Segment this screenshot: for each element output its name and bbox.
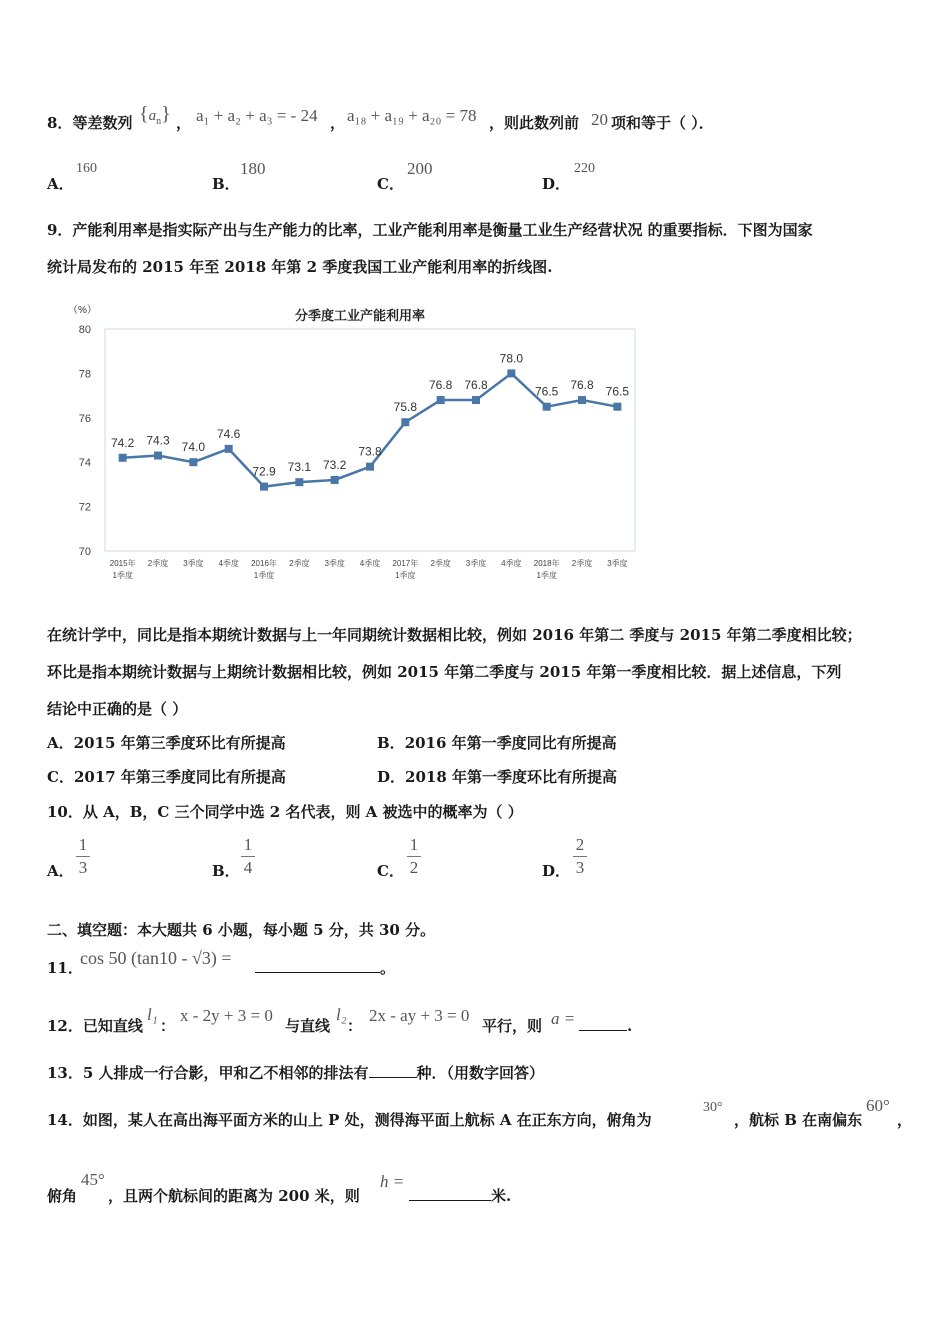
q12-colon-1: ： <box>160 1017 176 1035</box>
q8-seq-n: n <box>156 116 162 127</box>
q10-option-c-fraction: 1 2 <box>406 835 422 878</box>
chart-data-label: 75.8 <box>393 400 418 415</box>
chart-x-tick-label: 4季度 <box>501 559 522 568</box>
q14-text-5: ，且两个航标间的距离为 200 米，则 <box>108 1187 360 1205</box>
chart-data-point <box>578 396 586 404</box>
chart-y-tick-label: 72 <box>78 501 91 514</box>
chart-y-tick-label: 76 <box>78 412 91 425</box>
q8-option-c-value: 200 <box>407 159 433 178</box>
chart-data-label: 74.6 <box>216 426 241 441</box>
q12-l1: l₁ <box>147 1005 158 1024</box>
q10-option-a-fraction: 1 3 <box>75 835 91 878</box>
q10-option-a-label: A． <box>47 862 74 880</box>
q8-number: 8． <box>47 114 73 132</box>
chart-x-tick-label: 2季度 <box>289 559 310 568</box>
q8-sequence: $\{a_n\}$ <box>139 103 171 127</box>
chart-data-point <box>119 454 127 462</box>
chart-data-label: 76.8 <box>464 378 488 393</box>
chart-data-point <box>295 478 303 486</box>
q10-option-d-fraction: 2 3 <box>572 835 588 878</box>
chart-x-tick-label-line2: 1季度 <box>253 571 275 580</box>
chart-x-tick-label-line2: 1季度 <box>536 571 557 580</box>
q9-line-chart <box>60 298 660 588</box>
chart-data-label: 74.3 <box>146 433 170 448</box>
q9-explanation-2: 环比是指本期统计数据与上期统计数据相比较，例如 2015 年第二季度与 2015 年第一季度相比较．据上述信息，下列 <box>47 663 842 681</box>
chart-data-point <box>154 452 162 460</box>
chart-x-tick-label: 2季度 <box>571 559 593 568</box>
chart-data-label: 76.5 <box>605 384 630 399</box>
chart-data-point <box>225 445 233 453</box>
q8-text: 等差数列 <box>72 114 133 132</box>
chart-data-label: 73.2 <box>322 457 347 472</box>
chart-data-point <box>189 458 197 466</box>
q10-option-b-fraction: 1 4 <box>240 835 256 878</box>
chart-data-label: 74.2 <box>110 435 135 450</box>
chart-data-label: 76.5 <box>534 384 559 399</box>
q12-text-1: 12．已知直线 <box>47 1017 143 1035</box>
chart-data-point <box>437 396 445 404</box>
q8-option-a-label: A． <box>47 175 74 193</box>
q14-angle-2: 60° <box>866 1096 890 1115</box>
q8-option-b-value: 180 <box>240 159 266 178</box>
q10-option-c-label: C． <box>377 862 404 880</box>
chart-x-tick-label: 4季度 <box>218 559 239 568</box>
chart-y-tick-label: 80 <box>78 324 91 336</box>
q9-explanation-3: 结论中正确的是（ ） <box>47 700 188 718</box>
q10-option-d-label: D． <box>542 862 571 880</box>
chart-data-point <box>331 476 339 484</box>
q14-text-1: 14．如图，某人在高出海平面方米的山上 P 处，测得海平面上航标 A 在正东方向，俯角为 <box>47 1111 652 1129</box>
chart-data-label: 76.8 <box>570 378 594 393</box>
q9-line-1: 9．产能利用率是指实际产出与生产能力的比率，工业产能利用率是衡量工业生产经营状况 的重要指标．下图为国家 <box>47 221 813 239</box>
q9-option-d: D．2018 年第一季度环比有所提高 <box>377 768 617 786</box>
q11-expression: cos 50 (tan10 - √3) = <box>80 948 232 968</box>
chart-x-tick-label: 2017年 <box>392 559 419 568</box>
chart-x-tick-label: 3季度 <box>324 559 345 568</box>
q12-answer-blank: . <box>579 1016 632 1036</box>
q8-option-d-value: 220 <box>574 161 595 176</box>
q12-equation-1: x - 2y + 3 = 0 <box>180 1006 273 1025</box>
q12-variable: a = <box>551 1009 576 1028</box>
chart-data-label: 73.8 <box>358 444 382 459</box>
chart-data-label: 78.0 <box>499 351 524 366</box>
q14-text-4: 俯角 <box>47 1187 78 1205</box>
q9-line-2: 统计局发布的 2015 年至 2018 年第 2 季度我国工业产能利用率的折线图. <box>47 258 553 276</box>
chart-data-point <box>543 403 551 411</box>
q14-text-3: ， <box>897 1111 913 1129</box>
chart-y-tick-label: 74 <box>78 457 91 470</box>
q14-angle-3: 45° <box>81 1170 105 1189</box>
chart-x-tick-label: 4季度 <box>359 559 381 568</box>
chart-x-tick-label: 2季度 <box>147 559 169 568</box>
chart-y-unit: （%） <box>68 305 97 316</box>
q12-equation-2: 2x - ay + 3 = 0 <box>369 1006 470 1025</box>
q8-text-2: ，则此数列前 <box>489 114 580 132</box>
q10-stem: 10．从 A，B，C 三个同学中选 2 名代表，则 A 被选中的概率为（ ） <box>47 803 523 821</box>
chart-y-tick-label: 78 <box>78 368 91 381</box>
q8-text-3: 项和等于（ ）． <box>611 114 714 132</box>
chart-title: 分季度工业产能利用率 <box>294 308 426 323</box>
q14-text-2: ，航标 B 在南偏东 <box>734 1111 863 1129</box>
chart-data-point <box>366 463 374 471</box>
q8-n: 20 <box>591 110 608 129</box>
chart-data-label: 73.1 <box>287 460 312 475</box>
chart-x-tick-label: 2016年 <box>251 559 277 568</box>
q11-answer-blank: 。 <box>255 958 395 978</box>
chart-data-label: 74.0 <box>181 440 206 455</box>
chart-x-tick-label: 3季度 <box>465 559 487 568</box>
q12-text-2: 与直线 <box>285 1017 331 1035</box>
chart-x-tick-label: 2018年 <box>533 559 560 568</box>
chart-data-point <box>472 396 480 404</box>
chart-y-tick-label: 70 <box>78 546 91 558</box>
q14-answer-blank: 米. <box>409 1186 511 1206</box>
q11-number: 11． <box>47 959 83 977</box>
chart-data-label: 72.9 <box>252 464 276 479</box>
q12-text-3: 平行，则 <box>482 1017 543 1035</box>
q8-comma-2: ， <box>330 114 346 132</box>
chart-data-point <box>260 483 268 491</box>
q9-option-b: B．2016 年第一季度同比有所提高 <box>377 734 617 752</box>
q8-equation-1: a₁ + a₂ + a₃ = - 24 <box>196 106 318 125</box>
chart-data-point <box>507 369 515 377</box>
chart-data-point <box>401 418 409 426</box>
q8-stem <box>47 113 132 133</box>
q14-angle-1: 30° <box>703 1100 723 1115</box>
q10-option-b-label: B． <box>212 862 240 880</box>
q9-explanation-1: 在统计学中，同比是指本期统计数据与上一年同期统计数据相比较，例如 2016 年第二 季度与 2015 年第二季度相比较； <box>47 626 862 644</box>
chart-x-tick-label: 2季度 <box>430 559 451 568</box>
section-2-title: 二、填空题：本大题共 6 小题，每小题 5 分，共 30 分。 <box>47 921 436 939</box>
q8-option-d-label: D． <box>542 175 571 193</box>
q8-option-c-label: C． <box>377 175 404 193</box>
chart-data-point <box>613 403 621 411</box>
q8-seq-a: a <box>148 108 157 124</box>
q9-option-a: A．2015 年第三季度环比有所提高 <box>47 734 286 752</box>
q14-variable: h = <box>380 1172 405 1191</box>
q9-option-c: C．2017 年第三季度同比有所提高 <box>47 768 286 786</box>
q8-comma: ， <box>176 114 192 132</box>
q8-option-b-label: B． <box>212 175 240 193</box>
chart-x-tick-label: 3季度 <box>607 559 628 568</box>
chart-data-label: 76.8 <box>428 378 453 393</box>
chart-x-tick-label: 2015年 <box>109 559 136 568</box>
q12-l2: l₂ <box>336 1005 347 1024</box>
q8-equation-2: a₁₈ + a₁₉ + a₂₀ = 78 <box>347 106 477 125</box>
q8-option-a-value: 160 <box>76 161 97 176</box>
q12-colon-2: ： <box>347 1017 363 1035</box>
q13-line: 13．5 人排成一行合影，甲和乙不相邻的排法有 种．（用数字回答） <box>47 1064 545 1082</box>
chart-x-tick-label: 3季度 <box>183 559 204 568</box>
chart-x-tick-label-line2: 1季度 <box>395 571 416 580</box>
chart-x-tick-label-line2: 1季度 <box>112 571 133 580</box>
